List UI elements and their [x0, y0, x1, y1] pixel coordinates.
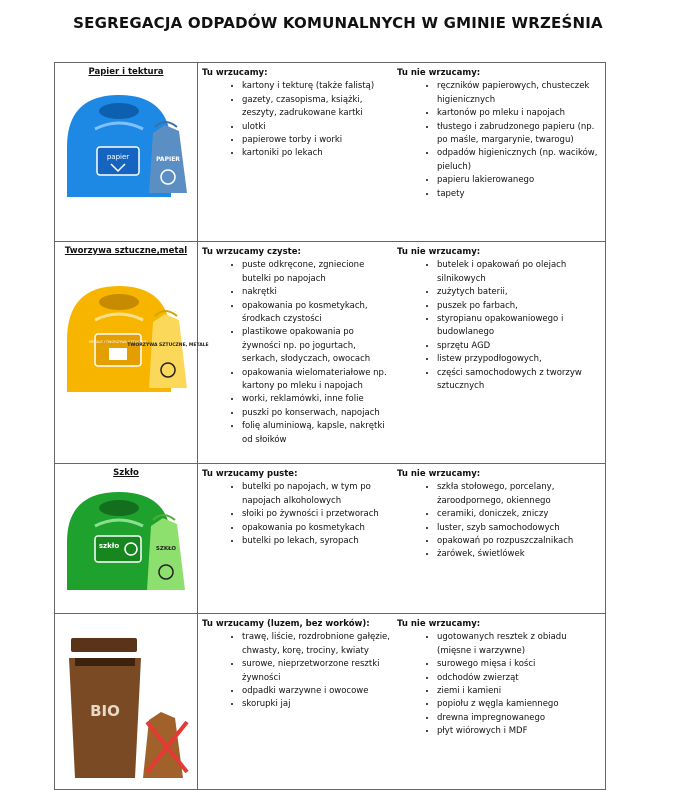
- bin-label: szkło: [98, 542, 120, 550]
- rejected-list: [397, 481, 602, 561]
- list-item: • ulotki: [242, 121, 392, 134]
- category-label: Papier i tektura: [88, 67, 164, 77]
- accepted-heading: Tu wrzucamy (luzem, bez worków):: [202, 619, 370, 629]
- list-item: • odchodów zwierząt: [437, 672, 602, 685]
- list-item: • ceramiki, doniczek, zniczy: [437, 508, 602, 521]
- bag-label: TWORZYWA SZTUCZNE, METALE: [127, 343, 209, 348]
- bag-label: SZKŁO: [155, 546, 177, 552]
- list-item: • tapety: [437, 188, 602, 201]
- rejected-column: [397, 468, 602, 562]
- list-item: • listew przypodłogowych,: [437, 353, 602, 366]
- list-item: • opakowania wielomateriałowe np. kartony po mleku i napojach: [242, 367, 392, 394]
- section-bio: [55, 613, 605, 790]
- list-item: • surowego mięsa i kości: [437, 658, 602, 671]
- list-item: • ziemi i kamieni: [437, 685, 602, 698]
- list-item: • części samochodowych z tworzyw sztucznych: [437, 367, 602, 394]
- list-item: • sprzętu AGD: [437, 340, 602, 353]
- section-paper: [55, 63, 605, 241]
- list-item: • styropianu opakowaniowego i budowlanego: [437, 313, 602, 340]
- section-glass: [55, 463, 605, 614]
- list-item: • kartonów po mleku i napojach: [437, 107, 602, 120]
- accepted-list: [202, 631, 392, 711]
- bag-label: PAPIER: [156, 156, 180, 163]
- segregation-table: [54, 62, 606, 790]
- accepted-heading: Tu wrzucamy czyste:: [202, 247, 301, 257]
- accepted-list: [202, 80, 392, 160]
- list-item: • skorupki jaj: [242, 698, 392, 711]
- list-item: • plastikowe opakowania po żywności np. po jogurtach, serkach, słodyczach, owocach: [242, 326, 392, 366]
- list-item: • worki, reklamówki, inne folie: [242, 393, 392, 406]
- list-item: • kartoniki po lekach: [242, 147, 392, 160]
- rejected-column: [397, 67, 602, 201]
- list-item: • ręczników papierowych, chusteczek higienicznych: [437, 80, 602, 107]
- list-item: • luster, szyb samochodowych: [437, 522, 602, 535]
- list-item: • żarówek, świetlówek: [437, 548, 602, 561]
- page-title: SEGREGACJA ODPADÓW KOMUNALNYCH W GMINIE WRZEŚNIA: [73, 14, 603, 32]
- rejected-list: [397, 259, 602, 393]
- rejected-heading: Tu nie wrzucamy:: [397, 619, 481, 629]
- rejected-list: [397, 80, 602, 201]
- category-label: Tworzywa sztuczne,metal: [64, 246, 188, 256]
- list-item: • słoiki po żywności i przetworach: [242, 508, 392, 521]
- list-item: • drewna impregnowanego: [437, 712, 602, 725]
- accepted-heading: Tu wrzucamy puste:: [202, 469, 298, 479]
- category-label: Szkło: [113, 468, 139, 478]
- accepted-column: [202, 618, 392, 712]
- list-item: • płyt wiórowych i MDF: [437, 725, 602, 738]
- rejected-heading: Tu nie wrzucamy:: [397, 469, 481, 479]
- list-item: • surowe, nieprzetworzone resztki żywności: [242, 658, 392, 685]
- accepted-column: [202, 246, 392, 447]
- list-item: • kartony i tekturę (także falistą): [242, 80, 392, 93]
- rejected-heading: Tu nie wrzucamy:: [397, 68, 481, 78]
- paper-bin-icon: [61, 89, 193, 201]
- list-item: • zużytych baterii,: [437, 286, 602, 299]
- plastic-bin-icon: [61, 280, 209, 398]
- section-plastics-metals: [55, 241, 605, 464]
- accepted-list: [202, 481, 392, 548]
- list-item: • puszki po konserwach, napojach: [242, 407, 392, 420]
- rejected-heading: Tu nie wrzucamy:: [397, 247, 481, 257]
- list-item: • butelek i opakowań po olejach silnikowych: [437, 259, 602, 286]
- list-item: • ugotowanych resztek z obiadu (mięsne i warzywne): [437, 631, 602, 658]
- bin-label: BIO: [90, 702, 120, 720]
- list-item: • opakowania po kosmetykach, środkach czystości: [242, 300, 392, 327]
- list-item: • papierowe torby i worki: [242, 134, 392, 147]
- list-item: • tłustego i zabrudzonego papieru (np. po maśle, margarynie, twarogu): [437, 121, 602, 148]
- list-item: • folię aluminiową, kapsle, nakrętki od słoików: [242, 420, 392, 447]
- list-item: • popiołu z węgla kamiennego: [437, 698, 602, 711]
- bio-bin-icon: [65, 632, 195, 782]
- list-item: • szkła stołowego, porcelany, żaroodpornego, okiennego: [437, 481, 602, 508]
- rejected-list: [397, 631, 602, 738]
- accepted-list: [202, 259, 392, 447]
- list-item: • gazety, czasopisma, książki, zeszyty, zadrukowane kartki: [242, 94, 392, 121]
- list-item: • odpadów higienicznych (np. wacików, pieluch): [437, 147, 602, 174]
- list-item: • butelki po napojach, w tym po napojach alkoholowych: [242, 481, 392, 508]
- list-item: • puszek po farbach,: [437, 300, 602, 313]
- list-item: • nakrętki: [242, 286, 392, 299]
- list-item: • puste odkręcone, zgniecione butelki po napojach: [242, 259, 392, 286]
- accepted-heading: Tu wrzucamy:: [202, 68, 268, 78]
- list-item: • opakowań po rozpuszczalnikach: [437, 535, 602, 548]
- accepted-column: [202, 468, 392, 548]
- rejected-column: [397, 618, 602, 739]
- list-item: • papieru lakierowanego: [437, 174, 602, 187]
- rejected-column: [397, 246, 602, 393]
- bin-label: papier: [106, 153, 130, 161]
- list-item: • opakowania po kosmetykach: [242, 522, 392, 535]
- glass-bin-icon: [61, 486, 193, 594]
- bin-label: METALE I TWORZYWA SZTUCZNE: [89, 340, 147, 344]
- accepted-column: [202, 67, 392, 161]
- list-item: • odpadki warzywne i owocowe: [242, 685, 392, 698]
- list-item: • trawę, liście, rozdrobnione gałęzie, chwasty, korę, trociny, kwiaty: [242, 631, 392, 658]
- list-item: • butelki po lekach, syropach: [242, 535, 392, 548]
